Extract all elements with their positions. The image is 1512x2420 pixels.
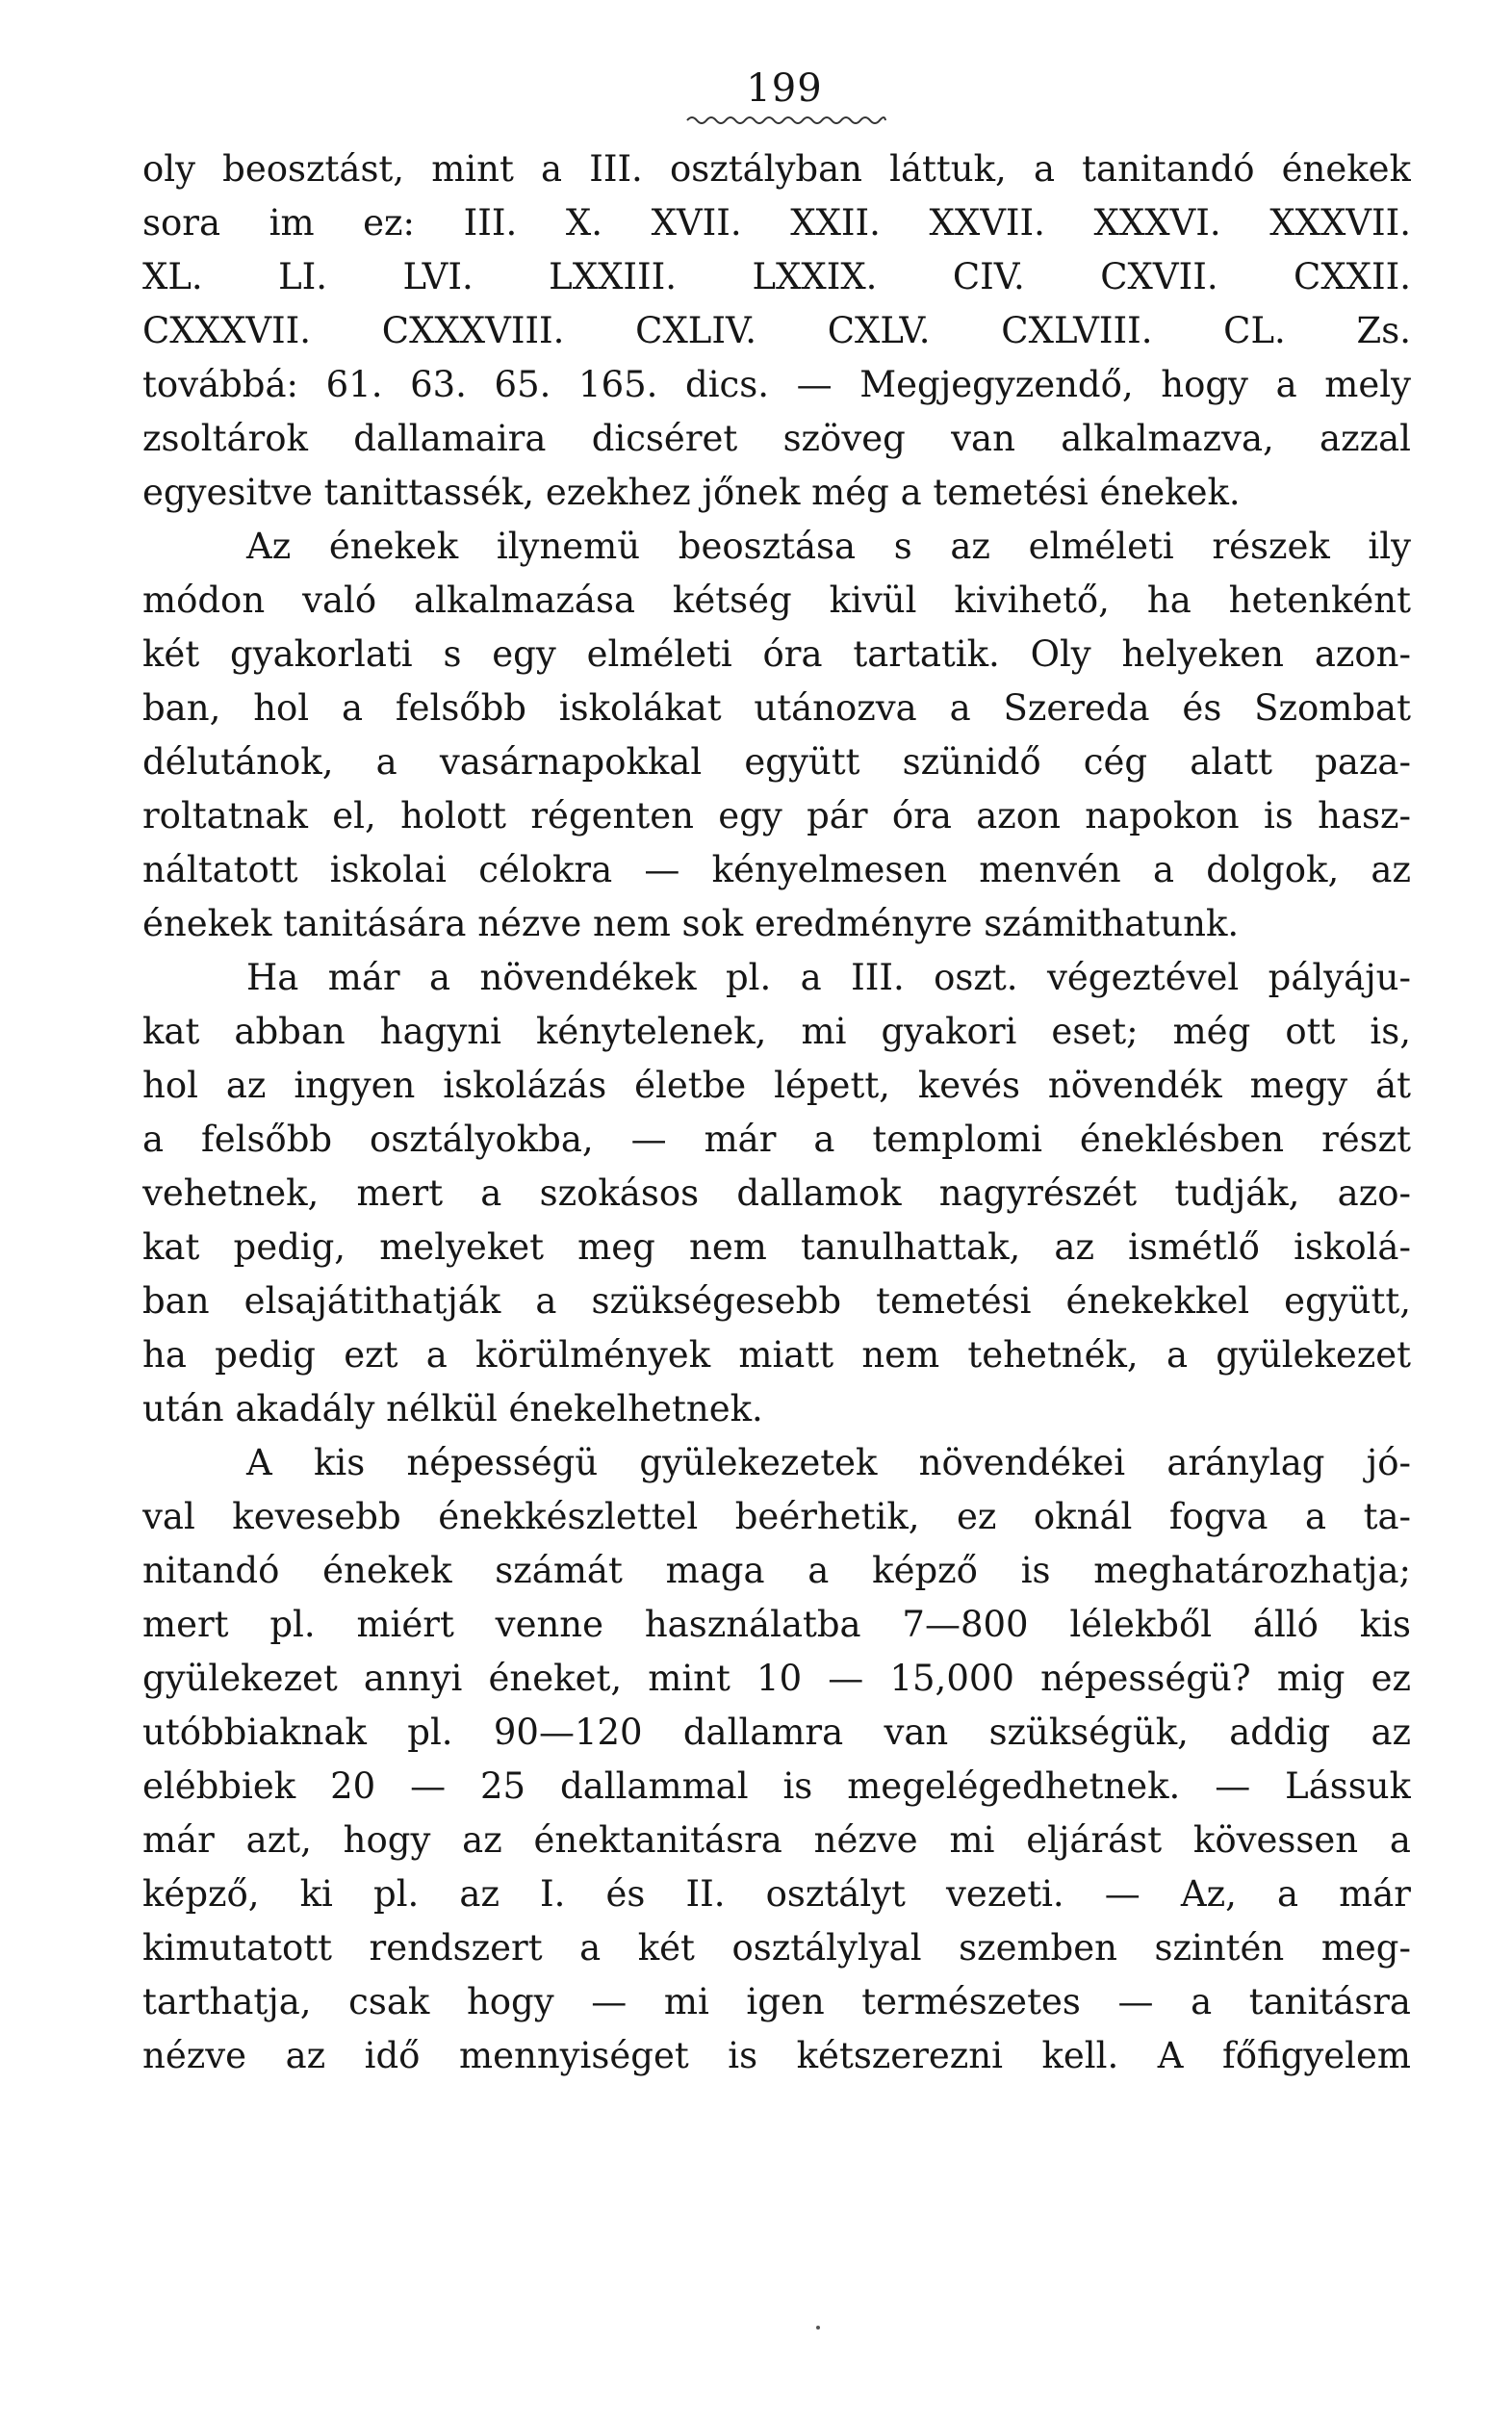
text-line: ha pedig ezt a körülmények miatt nem tehetnék, a gyülekezet — [142, 1334, 1411, 1376]
text-line: vehetnek, mert a szokásos dallamok nagyrészét tudják, azo- — [142, 1172, 1411, 1214]
text-line: kimutatott rendszert a két osztálylyal szemben szintén meg- — [142, 1927, 1411, 1969]
text-line: délutánok, a vasárnapokkal együtt szünidő cég alatt paza- — [142, 741, 1411, 783]
text-line: zsoltárok dallamaira dicséret szöveg van alkalmazva, azzal — [142, 418, 1411, 459]
text-line: elébbiek 20 — 25 dallammal is megelégedhetnek. — Lássuk — [142, 1765, 1411, 1807]
text-line: nitandó énekek számát maga a képző is meghatározhatja; — [142, 1550, 1411, 1591]
body-text — [142, 142, 1411, 2083]
text-line: náltatott iskolai célokra — kényelmesen menvén a dolgok, az — [142, 849, 1411, 890]
text-line: gyülekezet annyi éneket, mint 10 — 15,000 népességü? mig ez — [142, 1658, 1411, 1699]
text-line: egyesitve tanittassék, ezekhez jőnek még a temetési énekek. — [142, 472, 1241, 513]
text-line: után akadály nélkül énekelhetnek. — [142, 1388, 763, 1429]
text-line: hol az ingyen iskolázás életbe lépett, kevés növendék megy át — [142, 1065, 1411, 1106]
page-number: 199 — [746, 66, 823, 111]
text-line: utóbbiaknak pl. 90—120 dallamra van szükségük, addig az — [142, 1712, 1411, 1753]
paragraph-start-line: Ha már a növendékek pl. a III. oszt. végeztével pályáju- — [246, 957, 1411, 998]
page-number-ornament — [685, 114, 887, 127]
text-line: CXXXVII. CXXXVIII. CXLIV. CXLV. CXLVIII. CL. Zs. — [142, 310, 1411, 351]
text-line: ban elsajátithatják a szükségesebb temetési énekekkel együtt, — [142, 1280, 1411, 1322]
text-line: módon való alkalmazása kétség kivül kivihető, ha hetenként — [142, 579, 1411, 621]
text-line: oly beosztást, mint a III. osztályban láttuk, a tanitandó énekek — [142, 148, 1411, 190]
text-line: képző, ki pl. az I. és II. osztályt vezeti. — Az, a már — [142, 1873, 1411, 1915]
text-line: roltatnak el, holott régenten egy pár óra azon napokon is hasz- — [142, 795, 1411, 837]
text-line: mert pl. miért venne használatba 7—800 lélekből álló kis — [142, 1604, 1411, 1645]
paragraph-start-line: A kis népességü gyülekezetek növendékei aránylag jó- — [246, 1442, 1411, 1483]
text-line: tarthatja, csak hogy — mi igen természetes — a tanitásra — [142, 1981, 1411, 2022]
text-line: énekek tanitására nézve nem sok eredményre számithatunk. — [142, 903, 1240, 944]
text-line: a felsőbb osztályokba, — már a templomi éneklésben részt — [142, 1119, 1411, 1160]
text-line: ban, hol a felsőbb iskolákat utánozva a Szereda és Szombat — [142, 687, 1411, 729]
text-line: kat abban hagyni kénytelenek, mi gyakori eset; még ott is, — [142, 1011, 1411, 1052]
text-line: kat pedig, melyeket meg nem tanulhattak, az ismétlő iskolá- — [142, 1226, 1411, 1268]
text-line: val kevesebb énekkészlettel beérhetik, ez oknál fogva a ta- — [142, 1496, 1411, 1537]
paragraph-start-line: Az énekek ilynemü beosztása s az elméleti részek ily — [246, 526, 1411, 567]
text-line: már azt, hogy az énektanitásra nézve mi eljárást kövessen a — [142, 1819, 1411, 1861]
text-line: továbbá: 61. 63. 65. 165. dics. — Megjegyzendő, hogy a mely — [142, 364, 1411, 405]
print-speck — [816, 2326, 820, 2330]
text-line: nézve az idő mennyiséget is kétszerezni kell. A főfigyelem — [142, 2035, 1411, 2076]
text-line: XL. LI. LVI. LXXIII. LXXIX. CIV. CXVII. CXXII. — [142, 256, 1411, 297]
text-line: két gyakorlati s egy elméleti óra tartatik. Oly helyeken azon- — [142, 633, 1411, 675]
text-line: sora im ez: III. X. XVII. XXII. XXVII. XXXVI. XXXVII. — [142, 202, 1411, 244]
